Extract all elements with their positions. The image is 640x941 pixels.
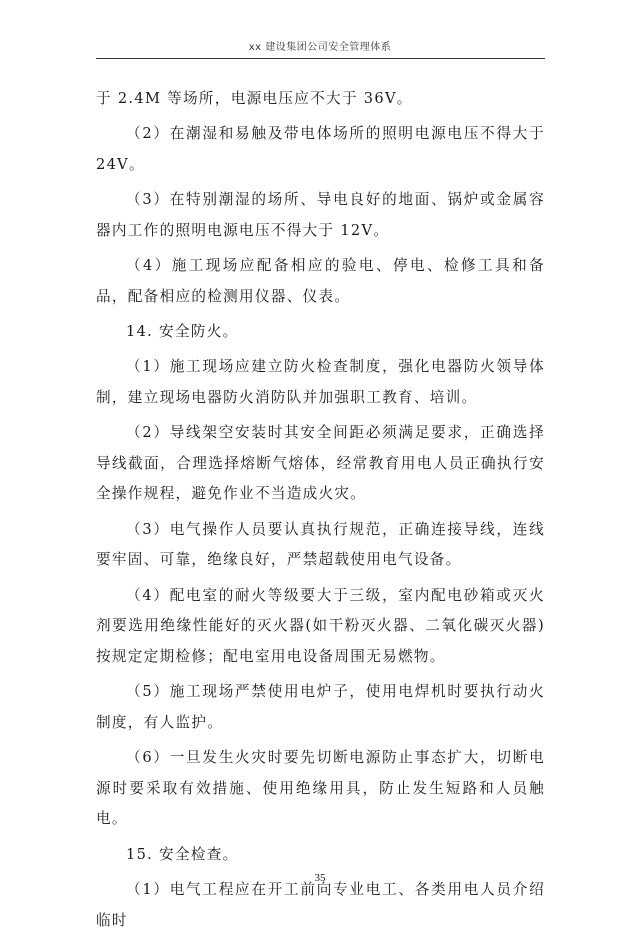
paragraph-fire-item-2: （2）导线架空安装时其安全间距必须满足要求，正确选择导线截面，合理选择熔断气熔体，经常教育用电人员正确执行安全操作规程，避免作业不当造成火灾。: [96, 424, 545, 503]
section-heading-safety-inspection: 15. 安全检查。: [126, 845, 239, 863]
paragraph-item-3-lighting-12v: （3）在特别潮湿的场所、导电良好的地面、锅炉或金属容器内工作的照明电源电压不得大于 12V。: [96, 191, 545, 239]
paragraph-item-2-lighting-24v: （2）在潮湿和易触及带电体场所的照明电源电压不得大于 24V。: [96, 125, 545, 173]
page-number: 35: [314, 872, 326, 884]
paragraph-fire-item-6: （6）一旦发生火灾时要先切断电源防止事态扩大，切断电源时要采取有效措施、使用绝缘用具，防止发生短路和人员触电。: [96, 749, 545, 828]
paragraph-fire-item-5: （5）施工现场严禁使用电炉子，使用电焊机时要执行动火制度，有人监护。: [96, 683, 545, 731]
section-heading-fire-safety: 14. 安全防火。: [126, 322, 239, 340]
paragraph-fire-item-3: （3）电气操作人员要认真执行规范，正确连接导线，连线要牢固、可靠，绝缘良好，严禁超载使用电气设备。: [96, 520, 545, 569]
paragraph-item-4-equipment: （4）施工现场应配备相应的验电、停电、检修工具和备品，配备相应的检测用仪器、仪表。: [96, 257, 545, 305]
document-body: [96, 84, 545, 941]
paragraph-inspection-item-1: （1）电气工程应在开工前向专业电工、各类用电人员介绍临时: [96, 880, 545, 929]
header-divider: [96, 58, 545, 59]
paragraph-continuation: 于 2.4M 等场所，电源电压应不大于 36V。: [96, 90, 413, 107]
running-header: xx 建设集团公司安全管理体系: [248, 42, 392, 53]
paragraph-fire-item-1: （1）施工现场应建立防火检查制度，强化电器防火领导体制，建立现场电器防火消防队并加强职工教育、培训。: [96, 358, 545, 406]
paragraph-fire-item-4: （4）配电室的耐火等级要大于三级，室内配电砂箱或灭火剂要选用绝缘性能好的灭火器(如干粉灭火器、二氧化碳灭火器)按规定定期检修；配电室用电设备周围无易燃物。: [96, 586, 545, 665]
